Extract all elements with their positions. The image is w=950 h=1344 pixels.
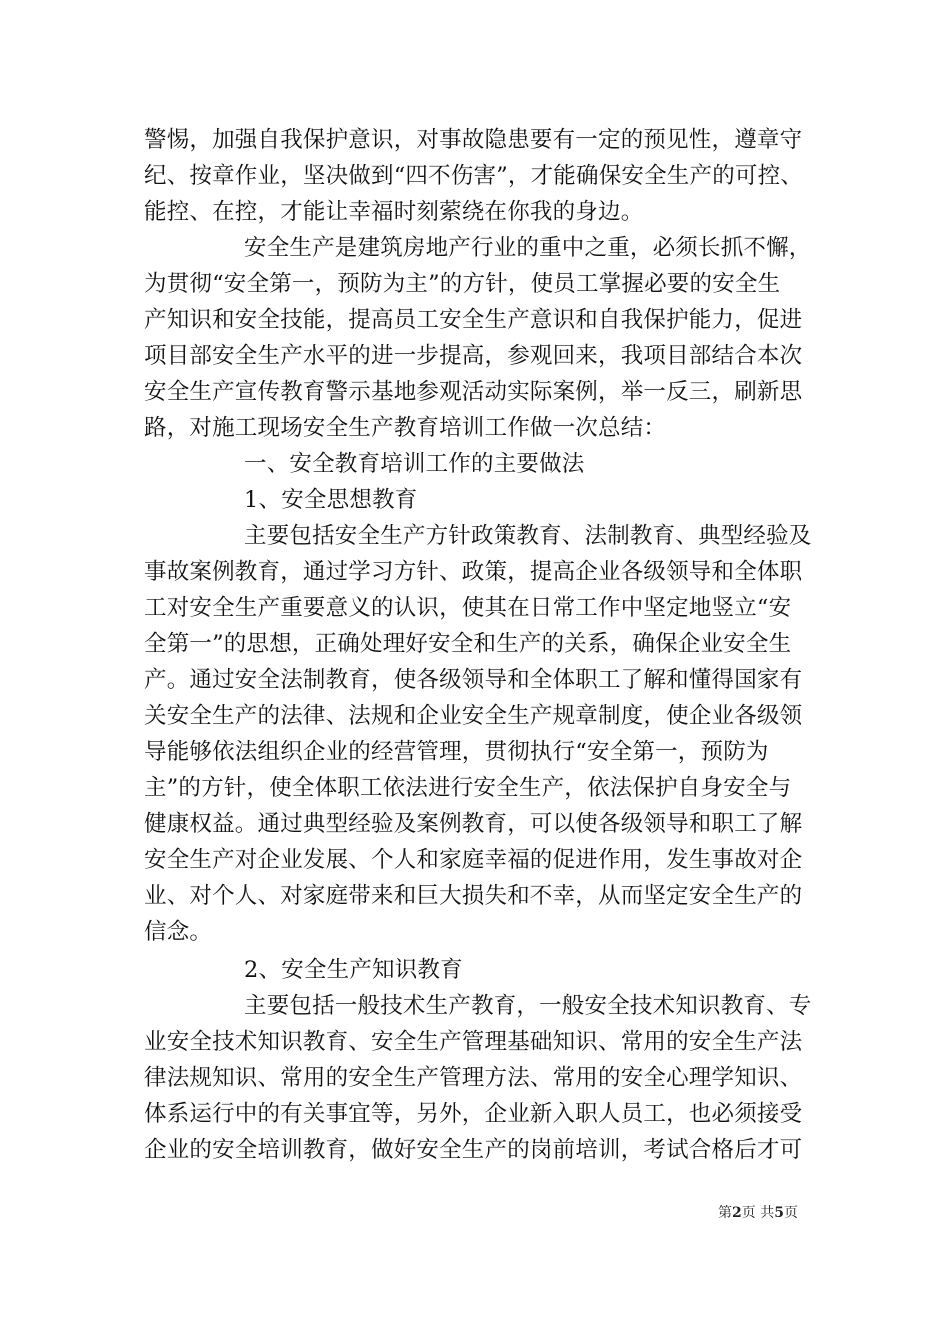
page-number-footer <box>718 1204 798 1222</box>
paragraph-first-line: 主要包括安全生产方针政策教育、法制教育、典型经验及 <box>244 523 812 549</box>
body-line: 全第一”的思想，正确处理好安全和生产的关系，确保企业安全生 <box>144 631 792 657</box>
body-line: 业、对个人、对家庭带来和巨大损失和不幸，从而坚定安全生产的 <box>144 883 803 909</box>
body-line: 信念。 <box>144 919 213 945</box>
body-line: 为贯彻“安全第一，预防为主”的方针，使员工掌握必要的安全生 <box>144 271 781 297</box>
body-line: 安全生产宣传教育警示基地参观活动实际案例，举一反三，刷新思 <box>144 379 803 405</box>
body-line: 体系运行中的有关事宜等，另外，企业新入职人员工，也必须接受 <box>144 1101 803 1127</box>
section-heading: 一、安全教育培训工作的主要做法 <box>244 451 585 477</box>
paragraph-first-line: 主要包括一般技术生产教育，一般安全技术知识教育、专 <box>244 993 812 1019</box>
body-line: 项目部安全生产水平的进一步提高，参观回来，我项目部结合本次 <box>144 343 803 369</box>
footer-middle: 页 共 <box>741 1205 775 1221</box>
body-line: 导能够依法组织企业的经营管理，贯彻执行“安全第一，预防为 <box>144 739 769 765</box>
body-line: 工对安全生产重要意义的认识，使其在日常工作中坚定地竖立“安 <box>144 595 792 621</box>
footer-suffix: 页 <box>783 1205 798 1221</box>
body-line: 律法规知识、常用的安全生产管理方法、常用的安全心理学知识、 <box>144 1065 803 1091</box>
body-line: 警惕，加强自我保护意识，对事故隐患要有一定的预见性，遵章守 <box>144 127 803 153</box>
subsection-heading: 1、安全思想教育 <box>244 487 418 513</box>
footer-prefix: 第 <box>718 1205 732 1221</box>
body-line: 关安全生产的法律、法规和企业安全生产规章制度，使企业各级领 <box>144 703 803 729</box>
body-line: 业安全技术知识教育、安全生产管理基础知识、常用的安全生产法 <box>144 1029 803 1055</box>
body-line: 产知识和安全技能，提高员工安全生产意识和自我保护能力，促进 <box>144 307 803 333</box>
body-line: 路，对施工现场安全生产教育培训工作做一次总结： <box>144 415 667 441</box>
body-line: 纪、按章作业，坚决做到“四不伤害”，才能确保安全生产的可控、 <box>144 163 804 189</box>
body-line: 健康权益。通过典型经验及案例教育，可以使各级领导和职工了解 <box>144 811 803 837</box>
body-line: 产。通过安全法制教育，使各级领导和全体职工了解和懂得国家有 <box>144 667 803 693</box>
total-page-count: 5 <box>774 1205 784 1221</box>
body-line: 企业的安全培训教育，做好安全生产的岗前培训，考试合格后才可 <box>144 1137 803 1163</box>
body-line: 安全生产对企业发展、个人和家庭幸福的促进作用，发生事故对企 <box>144 847 803 873</box>
current-page-number: 2 <box>732 1205 742 1221</box>
paragraph-first-line: 安全生产是建筑房地产行业的重中之重，必须长抓不懈， <box>244 235 812 261</box>
body-line: 事故案例教育，通过学习方针、政策，提高企业各级领导和全体职 <box>144 559 803 585</box>
body-line: 主”的方针，使全体职工依法进行安全生产，依法保护自身安全与 <box>144 775 792 801</box>
body-line: 能控、在控，才能让幸福时刻萦绕在你我的身边。 <box>144 199 644 225</box>
subsection-heading: 2、安全生产知识教育 <box>244 957 463 983</box>
